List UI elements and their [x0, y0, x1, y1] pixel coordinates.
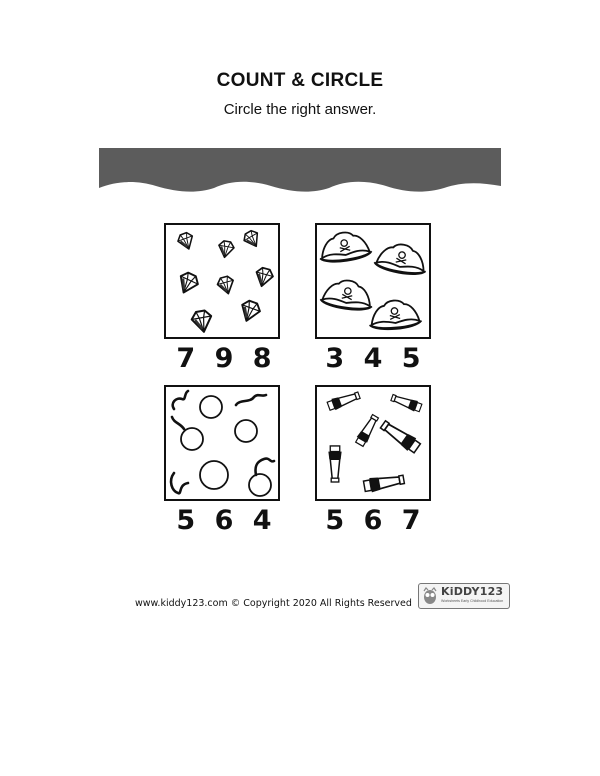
answer-choices-pirate-hats[interactable]: 3 4 5 — [325, 343, 421, 374]
question-box-pirate-hats — [315, 223, 431, 339]
bomb-icon — [166, 387, 278, 499]
copyright-text: www.kiddy123.com © Copyright 2020 All Rights Reserved — [135, 598, 412, 609]
answer-choices-telescopes[interactable]: 5 6 7 — [325, 505, 421, 536]
logo-wordmark: KiDDY123 — [441, 585, 504, 598]
diamond-icon — [166, 225, 278, 337]
question-box-diamonds — [164, 223, 280, 339]
telescope-icon — [317, 387, 429, 499]
answer-choices-diamonds[interactable]: 7 9 8 — [176, 343, 272, 374]
worksheet-instruction: Circle the right answer. — [223, 101, 377, 118]
question-box-bombs — [164, 385, 280, 501]
answer-choices-bombs[interactable]: 5 6 4 — [176, 505, 272, 536]
kiddy123-logo[interactable] — [418, 583, 510, 609]
logo-tagline: Worksheets Early Childhood Education — [441, 599, 504, 603]
pirate-hat-icon — [317, 225, 429, 337]
owl-icon — [422, 587, 438, 605]
question-box-telescopes — [315, 385, 431, 501]
banner-wave — [99, 148, 501, 194]
worksheet-title: COUNT & CIRCLE — [216, 70, 384, 91]
